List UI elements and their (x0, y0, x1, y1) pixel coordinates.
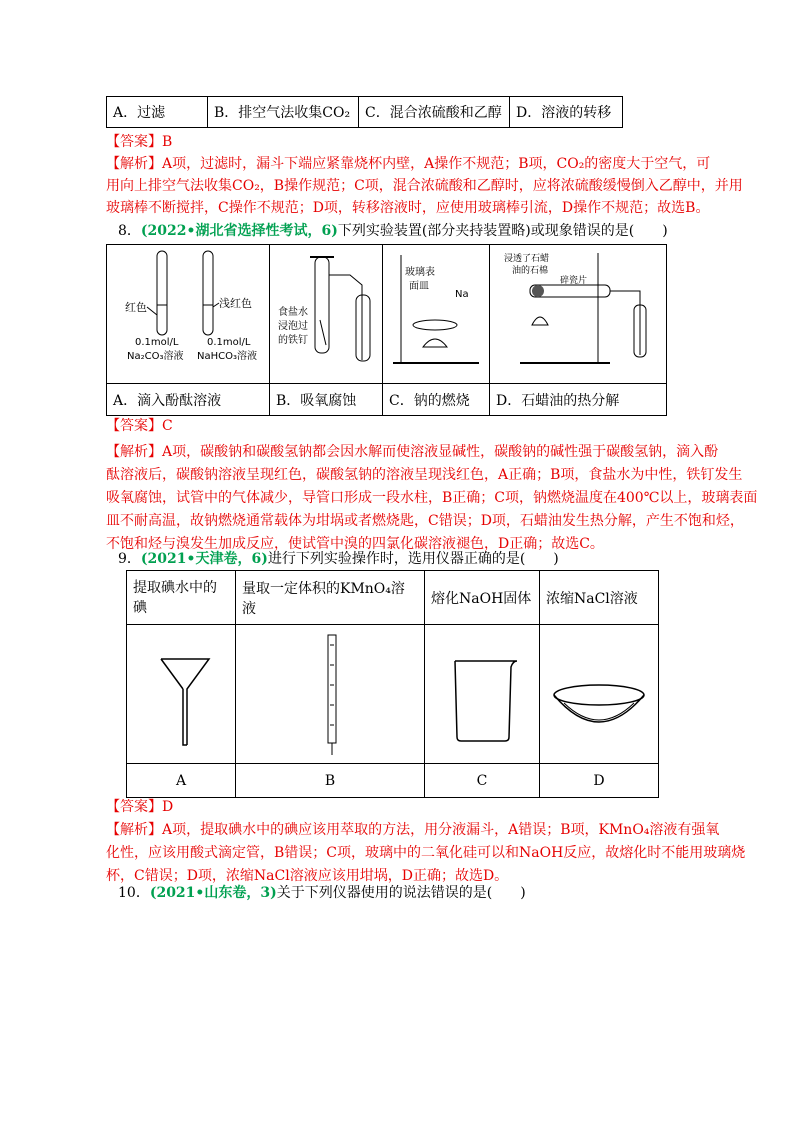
q8-figure-b (270, 245, 383, 384)
q8-option-b: B．吸氧腐蚀 (270, 384, 383, 416)
svg-text:0.1mol/L: 0.1mol/L (207, 337, 251, 348)
q8-analysis-line: 不饱和烃与溴发生加成反应，使试管中溴的四氯化碳溶液褪色，D正确；故选C。 (106, 536, 604, 552)
oxygen-corrosion-illustration (270, 245, 382, 379)
svg-text:玻璃表: 玻璃表 (405, 267, 435, 278)
q7-options-table (106, 96, 623, 128)
q10-number: 10． (118, 885, 150, 901)
q9-figure-d (540, 625, 659, 764)
q8-source: (2022•湖北省选择性考试，6) (140, 223, 338, 239)
q8-option-d: D．石蜡油的热分解 (490, 384, 667, 416)
q7-analysis-line: 【解析】A项，过滤时，漏斗下端应紧靠烧杯内壁，A操作不规范；B项，CO₂的密度大于空气，可 (106, 156, 711, 172)
q8-analysis-line: 酞溶液后，碳酸钠溶液呈现红色，碳酸氢钠的溶液呈现浅红色，A正确；B项，食盐水为中性，铁钉发生 (106, 467, 743, 483)
q8-option-a: A．滴入酚酞溶液 (107, 384, 270, 416)
svg-text:油的石棉: 油的石棉 (512, 266, 549, 276)
burette-illustration (236, 625, 424, 759)
q8-figure-table (106, 244, 667, 416)
q9-stem (118, 548, 718, 570)
q7-option-c: C．混合浓硫酸和乙醇 (359, 97, 510, 128)
q8-figure-c (383, 245, 490, 384)
beaker-illustration (425, 625, 539, 759)
q9-figure-c (425, 625, 540, 764)
q9-source: (2021•天津卷，6) (140, 551, 268, 567)
q9-label-c: C (425, 764, 540, 798)
q9-figure-a (127, 625, 236, 764)
q7-answer: 【答案】B (106, 134, 173, 150)
svg-text:Na: Na (455, 289, 469, 300)
q8-analysis-line: 【解析】A项，碳酸钠和碳酸氢钠都会因水解而使溶液显碱性，碳酸钠的碱性强于碳酸氢钠，滴入酚 (106, 444, 719, 460)
evaporating-dish-illustration (540, 625, 658, 759)
q9-number: 9． (118, 551, 141, 567)
q8-stem-text: 下列实验装置(部分夹持装置略)或现象错误的是( ) (337, 223, 668, 239)
svg-text:Na₂CO₃溶液: Na₂CO₃溶液 (127, 351, 184, 362)
q8-option-c: C．钠的燃烧 (383, 384, 490, 416)
test-tubes-illustration (107, 245, 269, 379)
q9-stem-text: 进行下列实验操作时，选用仪器正确的是( ) (267, 551, 559, 567)
q9-header-b: 量取一定体积的KMnO₄溶液 (236, 571, 425, 625)
q9-header-d: 浓缩NaCl溶液 (540, 571, 659, 625)
paraffin-decomposition-illustration (490, 245, 666, 379)
svg-text:0.1mol/L: 0.1mol/L (135, 337, 179, 348)
q9-header-c: 熔化NaOH固体 (425, 571, 540, 625)
q8-figure-d (490, 245, 667, 384)
q8-figure-a (107, 245, 270, 384)
q10-stem (118, 882, 718, 904)
q9-analysis-line: 化性，应该用酸式滴定管，B错误；C项，玻璃中的二氧化硅可以和NaOH反应，故熔化时不能用玻璃烧 (106, 845, 746, 861)
svg-text:的铁钉: 的铁钉 (278, 335, 308, 346)
q9-answer: 【答案】D (106, 799, 174, 815)
q9-figure-b (236, 625, 425, 764)
fig-a-label-lightred: 浅红色 (219, 297, 252, 310)
q10-stem-text: 关于下列仪器使用的说法错误的是( ) (276, 885, 526, 901)
funnel-illustration (127, 625, 235, 759)
q9-label-b: B (236, 764, 425, 798)
svg-text:面皿: 面皿 (409, 281, 429, 292)
q7-option-b: B．排空气法收集CO₂ (208, 97, 359, 128)
q7-analysis-line: 用向上排空气法收集CO₂，B操作规范；C项，混合浓硫酸和乙醇时，应将浓硫酸缓慢倒入乙醇中，并用 (106, 178, 743, 194)
svg-text:浸透了石蜡: 浸透了石蜡 (504, 254, 550, 264)
svg-text:食盐水: 食盐水 (278, 307, 308, 318)
q7-option-a: A．过滤 (107, 97, 208, 128)
q8-number: 8． (118, 223, 141, 239)
q10-source: (2021•山东卷，3) (149, 885, 277, 901)
q9-label-d: D (540, 764, 659, 798)
q8-stem (118, 220, 718, 242)
sodium-burning-illustration (383, 245, 489, 379)
q8-analysis-line: 吸氧腐蚀，试管中的气体减少，导管口形成一段水柱，B正确；C项，钠燃烧温度在400℃以上，玻璃表面 (106, 490, 758, 506)
q9-analysis-line: 【解析】A项，提取碘水中的碘应该用萃取的方法，用分液漏斗，A错误；B项，KMnO₄溶液有强氧 (106, 822, 720, 838)
q8-answer: 【答案】C (106, 418, 173, 434)
q8-analysis-line: 皿不耐高温，故钠燃烧通常载体为坩埚或者燃烧匙，C错误；D项，石蜡油发生热分解，产生不饱和烃， (106, 513, 744, 529)
svg-text:NaHCO₃溶液: NaHCO₃溶液 (197, 351, 257, 362)
svg-text:碎瓷片: 碎瓷片 (560, 276, 588, 286)
q9-table (126, 570, 659, 798)
fig-a-label-red: 红色 (125, 301, 147, 314)
q9-label-a: A (127, 764, 236, 798)
svg-text:浸泡过: 浸泡过 (278, 321, 308, 332)
q7-option-d: D．溶液的转移 (510, 97, 623, 128)
q9-analysis-line: 杯，C错误；D项，浓缩NaCl溶液应该用坩埚，D正确；故选D。 (106, 868, 509, 884)
q7-analysis-line: 玻璃棒不断搅拌，C操作不规范；D项，转移溶液时，应使用玻璃棒引流，D操作不规范；故选B。 (106, 200, 710, 216)
q9-header-a: 提取碘水中的碘 (127, 571, 236, 625)
